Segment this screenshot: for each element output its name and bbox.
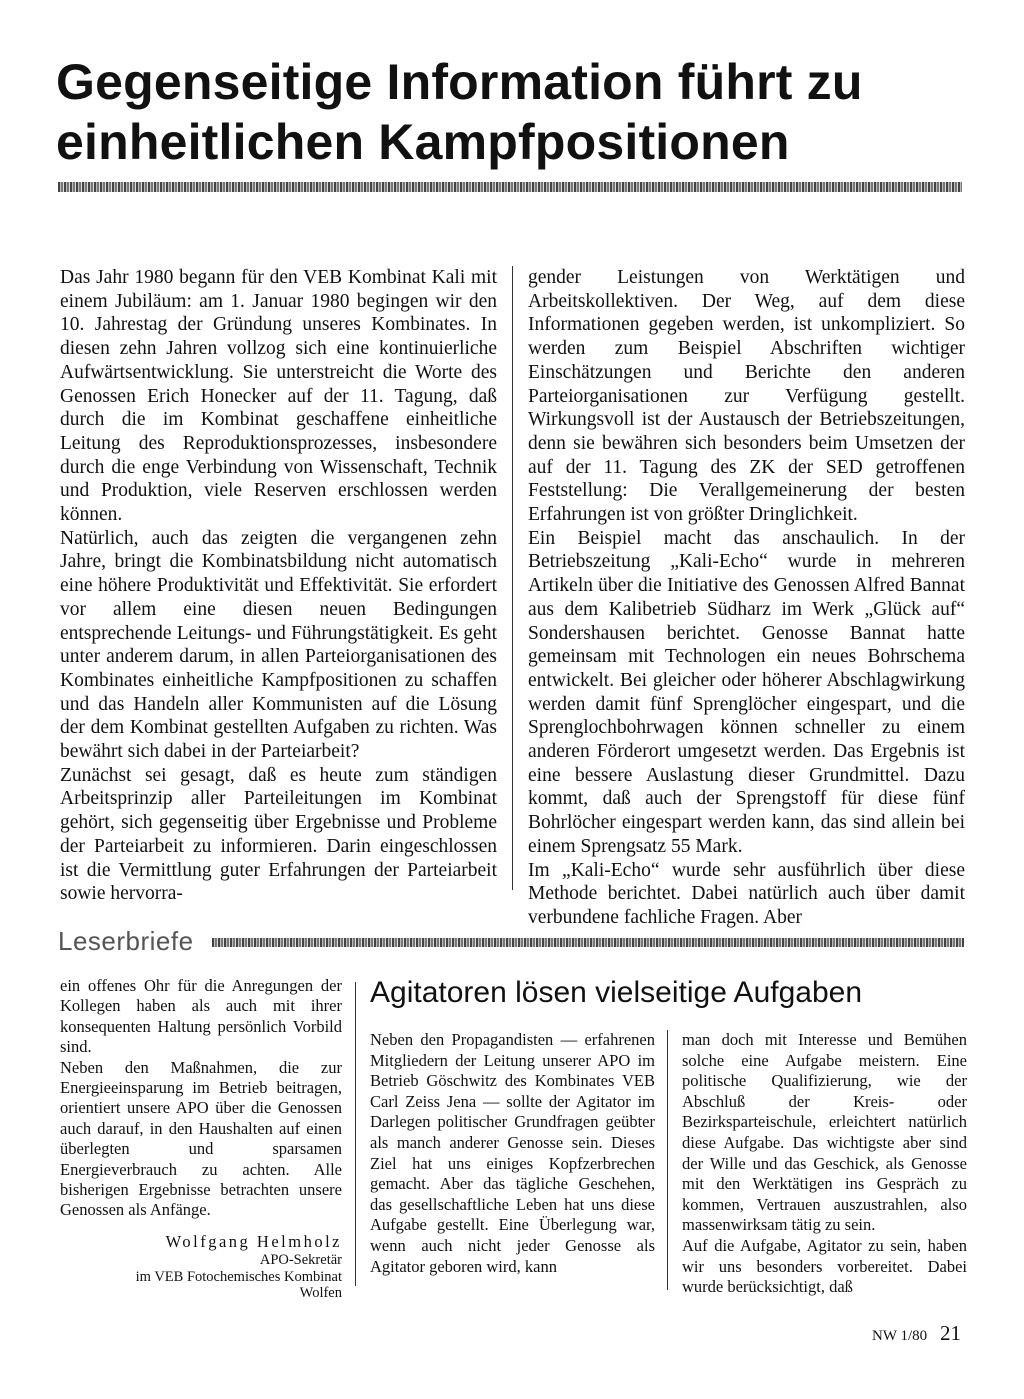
- agitators-column-right: [682, 1030, 967, 1298]
- signature-city: Wolfen: [299, 1285, 342, 1301]
- agitators-paragraph: man doch mit Interesse und Bemühen solche eine Aufgabe meistern. Eine politische Qualifizierung, wie der Abschluß der Kreis- oder Bezirksparteischule, erleichtert natürlich diese Aufgabe. Das wichtigste aber sind der Wille und das Geschick, als Genosse mit den Werktätigen ins Gespräch zu kommen, Vertrauen auszustrahlen, also massenwirksam tätig zu sein.: [682, 1030, 967, 1235]
- letter-column: [60, 976, 342, 1221]
- article-paragraph: Natürlich, auch das zeigten die vergangenen zehn Jahre, bringt die Kombinatsbildung nicht automatisch eine höhere Produktivität und Effektivität. Sie erfordert vor allem eine diesen neuen Bedingungen entsprechende Leitungs- und Führungstätigkeit. Es geht unter anderem darum, in allen Parteiorganisationen des Kombinates einheitliche Kampfpositionen zu schaffen und das Handeln aller Kommunisten auf die Lösung der dem Kombinat gestellten Aufgaben zu richten. Was bewährt sich dabei in der Parteiarbeit?: [60, 527, 497, 763]
- agitators-column-left: [370, 1030, 655, 1277]
- signature-org: im VEB Fotochemisches Kombinat: [135, 1268, 342, 1285]
- section-label-leserbriefe: Leserbriefe: [58, 926, 194, 956]
- article-paragraph: Das Jahr 1980 begann für den VEB Kombinat Kali mit einem Jubiläum: am 1. Januar 1980 begingen wir den 10. Jahrestag der Gründung unseres Kombinates. In diesen zehn Jahren vollzog sich eine kontinuierliche Aufwärtsentwicklung. Sie unterstreicht die Worte des Genossen Erich Honecker auf der 11. Tagung, daß durch die im Kombinat geschaffene einheitliche Leitung des Reproduktionsprozesses, insbesondere durch die enge Verbindung von Wissenschaft, Technik und Produktion, viele Reserven erschlossen werden können.: [60, 267, 497, 526]
- article-column-right: [528, 266, 965, 930]
- article-column-left: [60, 266, 497, 906]
- page-number: 21: [940, 1321, 961, 1345]
- headline-rule: [58, 182, 962, 192]
- article-paragraph: Zunächst sei gesagt, daß es heute zum ständigen Arbeitsprinzip aller Parteileitungen im Kombinat gehört, sich gegenseitig über Ergebnisse und Probleme der Parteiarbeit zu informieren. Darin eingeschlossen ist die Vermittlung guter Erfahrungen der Parteiarbeit sowie hervorra-: [60, 764, 497, 905]
- article-paragraph: Ein Beispiel macht das anschaulich. In der Betriebszeitung „Kali-Echo“ wurde in mehreren Artikeln über die Initiative des Genossen Alfred Bannat aus dem Kalibetrieb Südharz im Werk „Glück auf“ Sondershausen berichtet. Genosse Bannat hatte gemeinsam mit Technologen ein neues Bohrschema entwickelt. Bei gleicher oder höherer Abschlagwirkung werden damit fünf Sprenglöcher eingespart, und die Sprenglochbohrwagen können schneller zu einem anderen Förderort umgesetzt werden. Das Ergebnis ist eine bessere Auslastung dieser Grundmittel. Dazu kommt, daß auch der Sprengstoff für diese fünf Bohrlöcher eingespart werden kann, das sind allein bei einem Sprengsatz 55 Mark.: [528, 527, 965, 857]
- signature-name: Wolfgang Helmholz: [165, 1232, 342, 1251]
- section-rule: [212, 938, 964, 947]
- letter-divider: [355, 982, 356, 1286]
- letter-signature: [60, 1232, 342, 1302]
- column-divider: [512, 266, 513, 890]
- letter-paragraph: ein offenes Ohr für die Anregungen der Kollegen haben als auch mit ihrer konsequenten Haltung persönlich Vorbild sind.: [60, 976, 342, 1057]
- issue-reference: NW 1/80: [872, 1328, 928, 1344]
- agitators-divider: [667, 1030, 668, 1290]
- signature-role: APO-Sekretär: [259, 1252, 342, 1268]
- agitators-paragraph: Neben den Propagandisten — erfahrenen Mitgliedern der Leitung unserer APO im Betrieb Göschwitz des Kombinates VEB Carl Zeiss Jena — sollte der Agitator im Darlegen politischer Grundfragen geübter als manch anderer Genosse sein. Dieses Ziel hat uns einiges Kopfzerbrechen gemacht. Aber das tägliche Geschehen, das gesellschaftliche Leben hat uns diese Aufgabe gestellt. Eine Überlegung war, wenn auch nicht jeder Genosse als Agitator geboren wird, kann: [370, 1030, 655, 1276]
- agitators-paragraph: Auf die Aufgabe, Agitator zu sein, haben wir uns besonders vorbereitet. Dabei wurde berücksichtigt, daß: [682, 1235, 967, 1297]
- article-paragraph: gender Leistungen von Werktätigen und Arbeitskollektiven. Der Weg, auf dem diese Informationen gegeben werden, ist unkompliziert. So werden zum Beispiel Abschriften wichtiger Einschätzungen und Berichte den anderen Parteiorganisationen zur Verfügung gestellt. Wirkungsvoll ist der Austausch der Betriebszeitungen, denn sie bewähren sich besonders beim Umsetzen der auf der 11. Tagung des ZK der SED getroffenen Feststellung: Die Verallgemeinerung der besten Erfahrungen ist von größter Dringlichkeit.: [528, 267, 965, 526]
- agitators-headline: Agitatoren lösen vielseitige Aufgaben: [370, 976, 863, 1009]
- page-headline: Gegenseitige Information führt zu einheitlichen Kampfpositionen: [56, 54, 863, 170]
- article-paragraph: Im „Kali-Echo“ wurde sehr ausführlich über diese Methode berichtet. Dabei natürlich auch über damit verbundene fachliche Fragen. Aber: [528, 859, 965, 928]
- letter-paragraph: Neben den Maßnahmen, die zur Energieeinsparung im Betrieb beitragen, orientiert unsere APO über die Genossen auch darauf, in den Haushalten auf einen überlegten und sparsamen Energieverbrauch zu achten. Alle bisherigen Ergebnisse betrachten unsere Genossen als Anfänge.: [60, 1057, 342, 1220]
